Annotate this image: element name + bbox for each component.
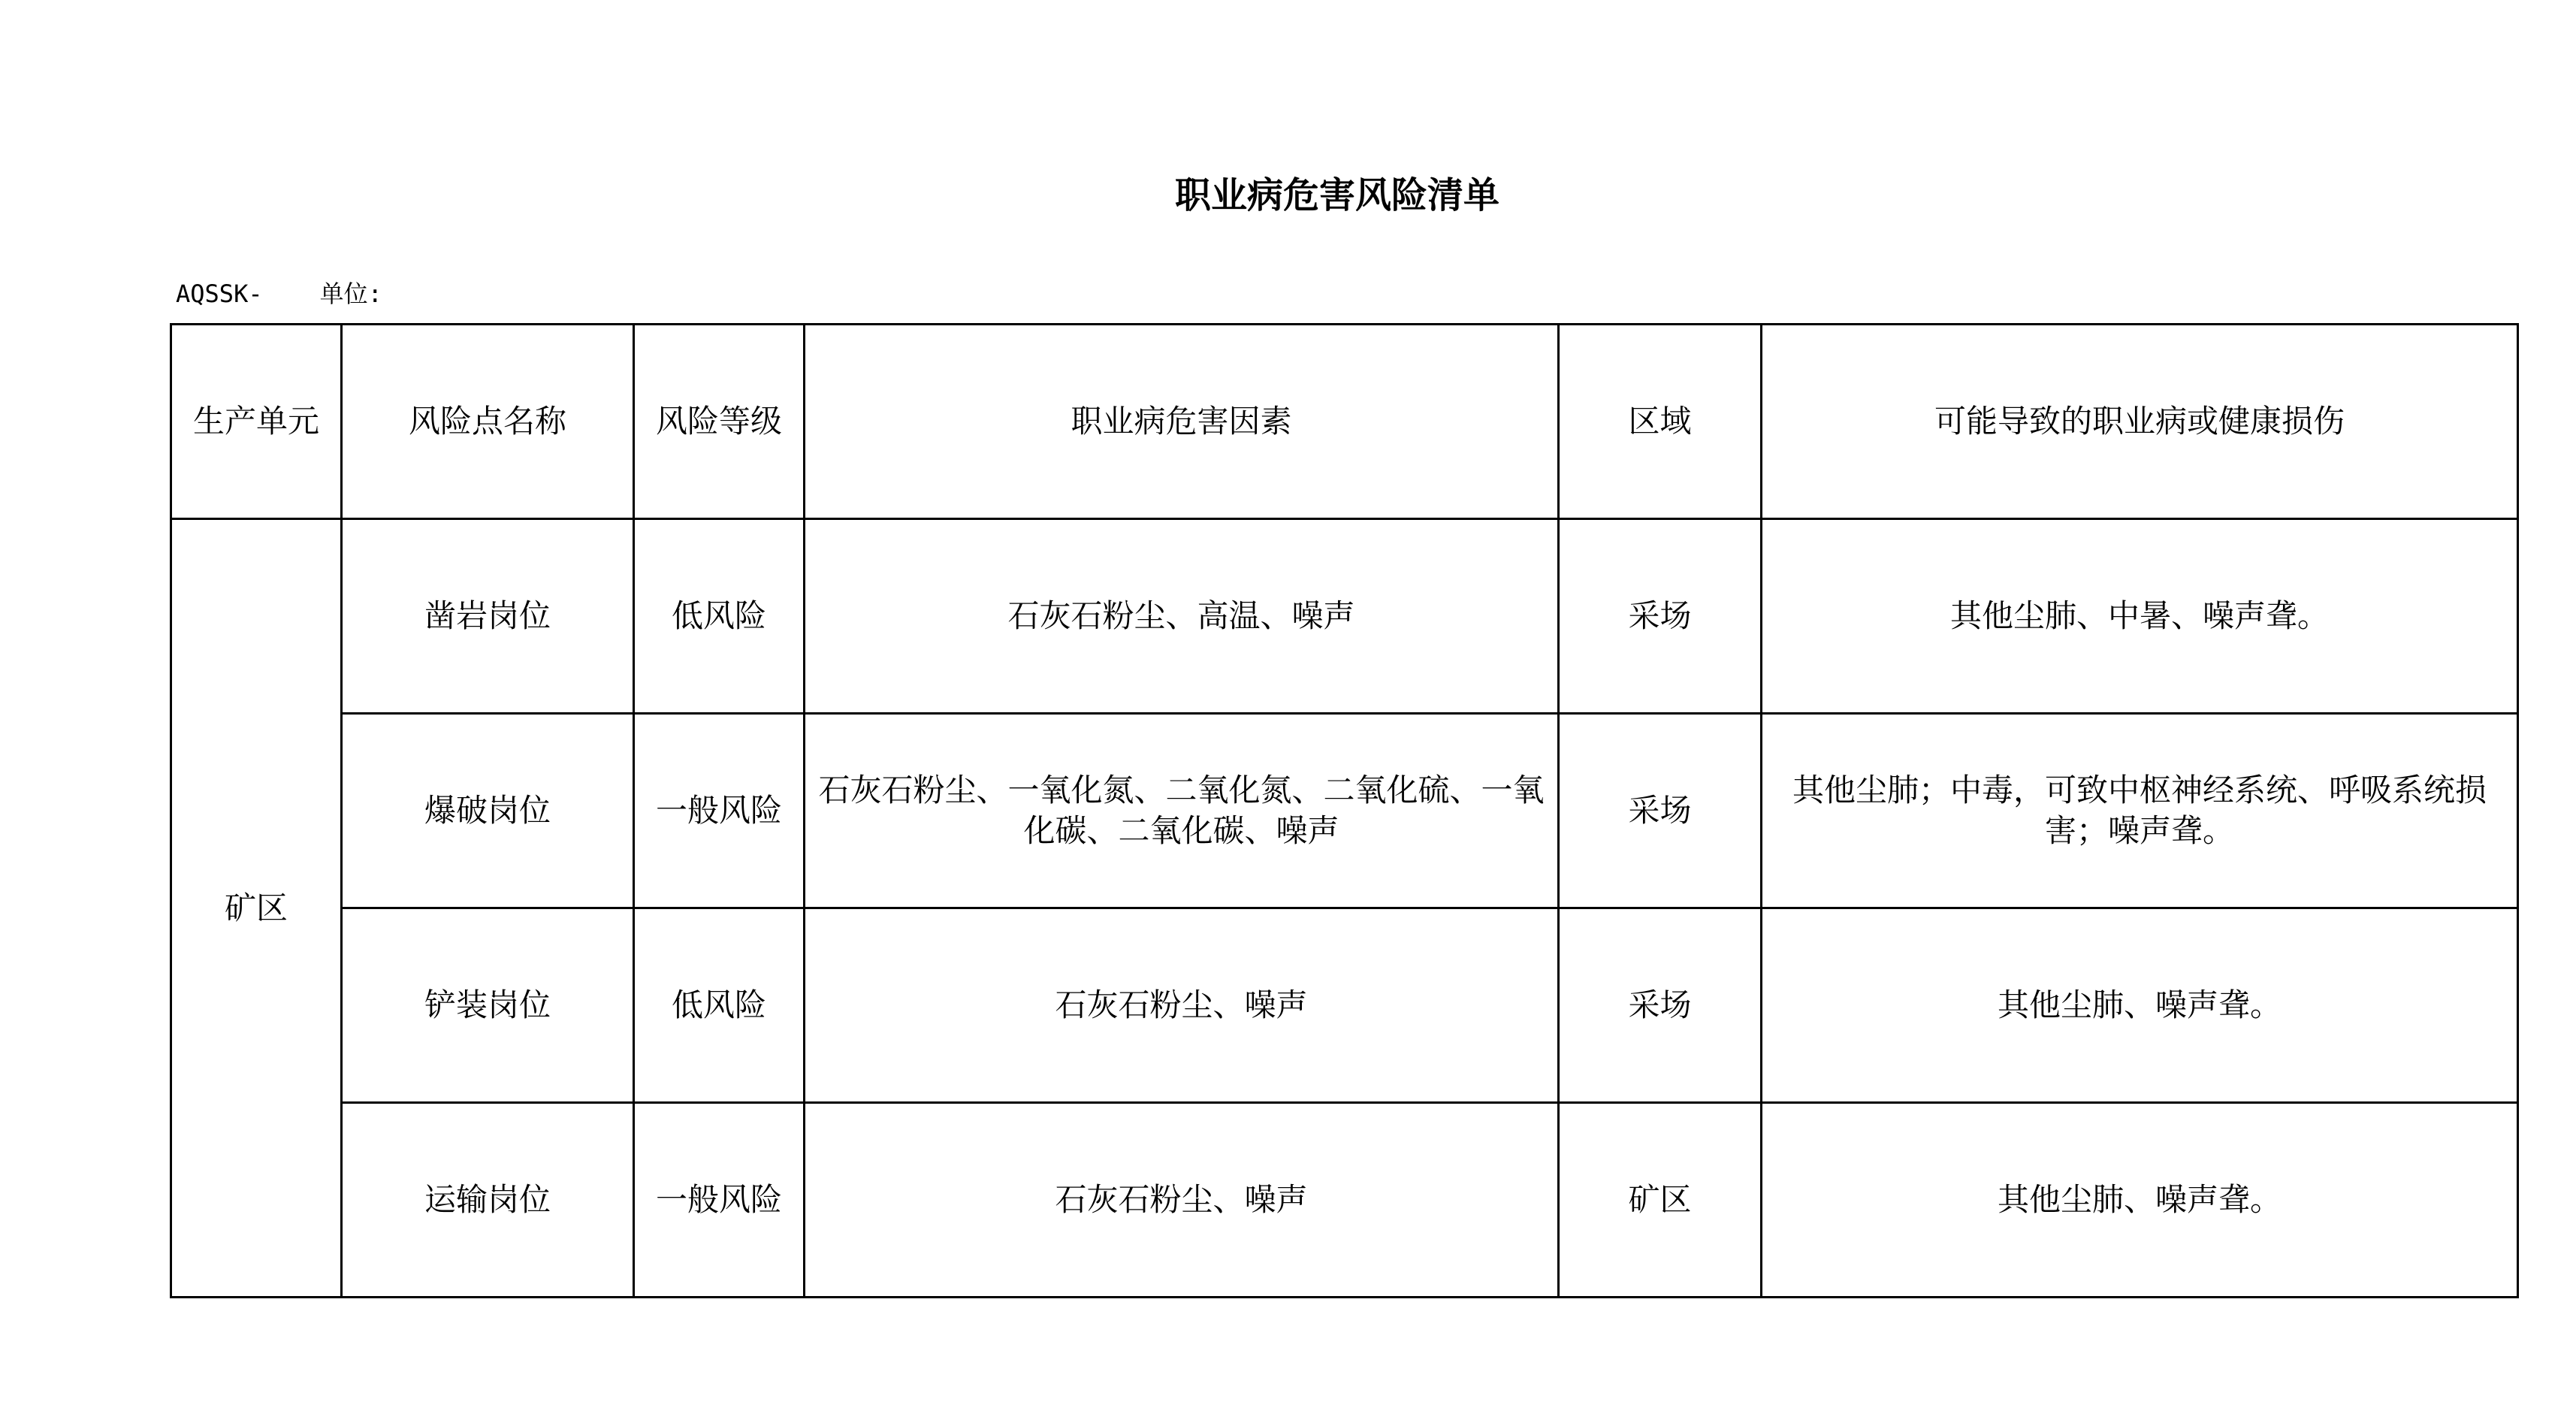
- cell-risk-level: 低风险: [634, 519, 805, 714]
- header-hazard-factors: 职业病危害因素: [805, 325, 1559, 519]
- code-label: AQSSK-: [176, 279, 263, 308]
- table-row: [171, 714, 2518, 908]
- cell-possible-damage: 其他尘肺、噪声聋。: [1762, 908, 2518, 1103]
- document-meta: [176, 275, 382, 313]
- cell-risk-level: 一般风险: [634, 714, 805, 908]
- cell-area: 采场: [1559, 714, 1762, 908]
- unit-label: 单位:: [319, 279, 382, 308]
- cell-hazard-factors: 石灰石粉尘、一氧化氮、二氧化氮、二氧化硫、一氧化碳、二氧化碳、噪声: [805, 714, 1559, 908]
- cell-risk-point-name: 凿岩岗位: [342, 519, 634, 714]
- table-row: [171, 908, 2518, 1103]
- header-production-unit: 生产单元: [171, 325, 342, 519]
- cell-risk-level: 一般风险: [634, 1103, 805, 1298]
- cell-risk-point-name: 爆破岗位: [342, 714, 634, 908]
- cell-possible-damage: 其他尘肺；中毒，可致中枢神经系统、呼吸系统损害；噪声聋。: [1762, 714, 2518, 908]
- table-row: [171, 519, 2518, 714]
- table-header-row: [171, 325, 2518, 519]
- cell-production-unit: 矿区: [171, 519, 342, 1298]
- header-possible-damage: 可能导致的职业病或健康损伤: [1762, 325, 2518, 519]
- cell-area: 采场: [1559, 908, 1762, 1103]
- document-title: 职业病危害风险清单: [1174, 174, 1499, 216]
- header-risk-level: 风险等级: [634, 325, 805, 519]
- cell-risk-point-name: 铲装岗位: [342, 908, 634, 1103]
- cell-area: 矿区: [1559, 1103, 1762, 1298]
- cell-risk-level: 低风险: [634, 908, 805, 1103]
- cell-hazard-factors: 石灰石粉尘、噪声: [805, 908, 1559, 1103]
- cell-hazard-factors: 石灰石粉尘、噪声: [805, 1103, 1559, 1298]
- cell-hazard-factors: 石灰石粉尘、高温、噪声: [805, 519, 1559, 714]
- risk-table: [170, 323, 2519, 1298]
- cell-area: 采场: [1559, 519, 1762, 714]
- header-risk-point-name: 风险点名称: [342, 325, 634, 519]
- header-area: 区域: [1559, 325, 1762, 519]
- table-row: [171, 1103, 2518, 1298]
- cell-possible-damage: 其他尘肺、中暑、噪声聋。: [1762, 519, 2518, 714]
- cell-possible-damage: 其他尘肺、噪声聋。: [1762, 1103, 2518, 1298]
- cell-risk-point-name: 运输岗位: [342, 1103, 634, 1298]
